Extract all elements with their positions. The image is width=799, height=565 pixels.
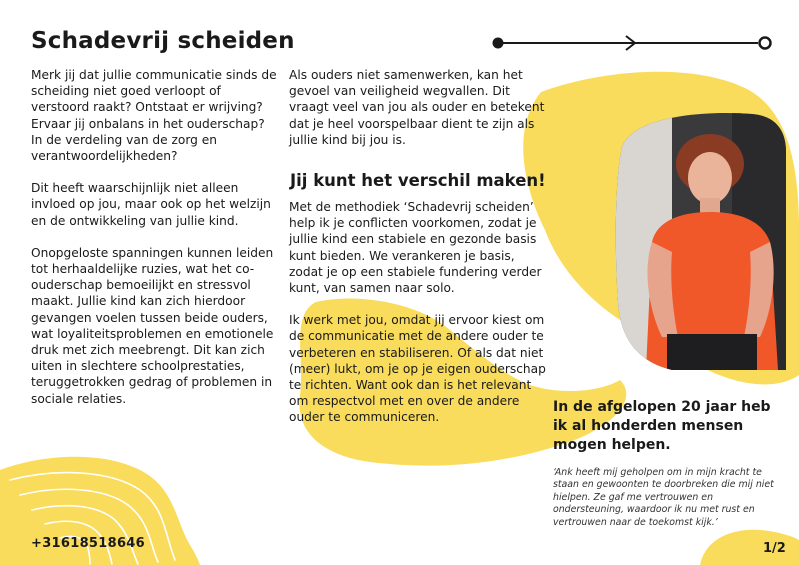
arrow-line-decoration bbox=[490, 33, 780, 53]
phone-number[interactable]: +31618518646 bbox=[31, 536, 145, 551]
paragraph: Ik werk met jou, omdat jij ervoor kiest om de communicatie met de andere ouder te verbeteren en stabiliseren. Of als dat niet (meer) lukt, om je op je eigen ouderschap te richten. Want ook dan is het relevant om respectvol met en over de andere ouder te communiceren. bbox=[289, 313, 546, 425]
portrait-photo bbox=[612, 112, 786, 370]
page-number: 1/2 bbox=[763, 541, 786, 556]
paragraph: Merk jij dat jullie communicatie sinds de scheiding niet goed verloopt of verstoord raakt? Ontstaat er wrijving? Ervaar jij onbalans in het ouderschap? In de verdeling van de zorg en verantwoordelijkheden? bbox=[31, 68, 277, 164]
testimonial-heading: In de afgelopen 20 jaar heb ik al honderden mensen mogen helpen. bbox=[553, 399, 771, 453]
paragraph: Als ouders niet samenwerken, kan het gevoel van veiligheid wegvallen. Dit vraagt veel van jou als ouder en betekent dat je heel voorspelbaar dient te zijn als jullie kind bij jou is. bbox=[289, 68, 545, 147]
end-ring-icon bbox=[760, 38, 771, 49]
column-middle-body bbox=[289, 199, 547, 426]
subheading: Jij kunt het verschil maken! bbox=[290, 171, 546, 190]
column-left bbox=[31, 67, 279, 407]
paragraph: Met de methodiek ‘Schadevrij scheiden’ help ik je conflicten voorkomen, zodat je jullie kind een stabiele en gezonde basis kunt bieden. We verankeren je basis, zodat je op een stabiele fundering verder kunt, van samen naar solo. bbox=[289, 200, 542, 296]
column-middle-intro bbox=[289, 67, 547, 148]
testimonial-quote: ‘Ank heeft mij geholpen om in mijn kracht te staan en gewoonten te doorbreken die mij niet hielpen. Ze gaf me vertrouwen en ondersteuning, waardoor ik nu met rust en vertrouwen naar de toekomst kijk.’ bbox=[553, 467, 774, 528]
paragraph: Dit heeft waarschijnlijk niet alleen invloed op jou, maar ook op het welzijn en de ontwikkeling van jullie kind. bbox=[31, 181, 271, 228]
paragraph: Onopgeloste spanningen kunnen leiden tot herhaaldelijke ruzies, wat het co-ouderschap bemoeilijkt en stressvol maakt. Jullie kind kan zich hierdoor gevangen voelen tussen beide ouders, wat loyaliteitsproblemen en emotionele druk met zich meebrengt. Dit kan zich uiten in slechtere schoolprestaties, teruggetrokken gedrag of problemen in sociale relaties. bbox=[31, 245, 274, 406]
page-title: Schadevrij scheiden bbox=[31, 28, 295, 54]
